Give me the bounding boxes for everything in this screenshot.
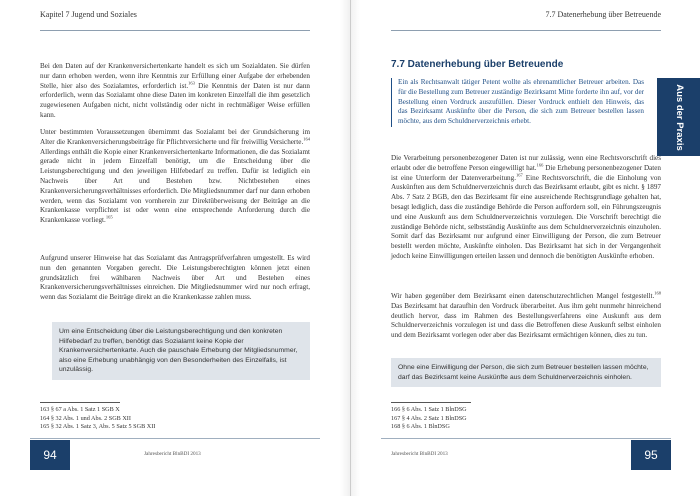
section-title: 7.7 Datenerhebung über Betreuende bbox=[391, 59, 564, 70]
footnotes bbox=[40, 406, 155, 432]
paragraph: Aufgrund unserer Hinweise hat das Sozialamt das Antragsprüfverfahren umgestellt. Es wird nun den genannten Vorgaben gerecht. Die Leistungsberechtigten können jetzt einen grundsätzlich frei wählbaren Nachweis über Art und Bestehen eines Krankenversicherungsverhältnisses einreichen. Die Mitgliedsnummer wird nur noch erfragt, wenn das Sozialamt die Beiträge direkt an die Krankenkasse zahlen muss. bbox=[40, 254, 310, 302]
footer-rule bbox=[30, 438, 320, 439]
footnote: 167 § 4 Abs. 2 Satz 1 BlnDSG bbox=[391, 414, 467, 422]
footnote-ref: 168 bbox=[654, 290, 661, 296]
footnote-ref: 165 bbox=[105, 214, 113, 220]
footnote-ref: 166 bbox=[536, 162, 544, 168]
paragraph: Wir haben gegenüber dem Bezirksamt einen datenschutzrechtlichen Mangel festgestellt.$^{168}$ Das Bezirksamt hat daraufhin den Vordruck überarbeitet. Aus ihm geht nunmehr hinreichend deutlich hervor, dass im Rahmen des Bestellungsverfahrens eine Auskunft aus dem Schuldnerverzeichnis vorzulegen ist und dass die Betroffenen diese Auskunft selbst einholen und dem Bezirksamt vorlegen oder aber das Bezirksamt ermächtigen können, dies zu tun. bbox=[391, 290, 661, 340]
footnotes bbox=[391, 406, 467, 432]
paragraph: Die Verarbeitung personenbezogener Daten ist nur zulässig, wenn eine Rechtsvorschrift dies erlaubt oder die betroffene Person eingewilligt hat.$^{166}$ Die Erhebung personenbezogener Daten ist eine Unterform der Datenverarbeitung.$^{167}$ Eine Rechtsvorschrift, die die Einholung von Auskünften aus dem Schuldnerverzeichnis durch das Bezirksamt erlaubt, gibt es nicht. § 1897 Abs. 7 Satz 2 BGB, den das Bezirksamt für eine ausreichende Rechtsgrundlage gehalten hat, besagt lediglich, dass die zuständige Behörde die Person auffordern soll, ein Führungszeugnis und eine Auskunft aus dem Schuldnerverzeichnis vorzulegen. Die Vorschrift berechtigt die zuständige Behörde nicht, selbstständig Auskünfte aus dem Schuldnerverzeichnis einzuholen. Somit darf das Bezirksamt nur aufgrund einer Einwilligung der Person, die zum Betreuer bestellt werden möchte, Auskünfte einholen. Das Bezirksamt hat sich in der Vergangenheit jedoch keine Einwilligungen erteilen lassen und dennoch die benötigten Auskünfte erhoben. bbox=[391, 154, 661, 260]
summary-infobox: Um eine Entscheidung über die Leistungsberechtigung und den konkreten Hilfebedarf zu treffen, benötigt das Sozialamt keine Kopie der Krankenversichertenkarte. Auch die pauschale Erhebung der Mitgliedsnummer, also eine Erhebung unabhängig von den Besonderheiten des Einzelfalls, ist unzulässig. bbox=[52, 322, 310, 380]
page-number: 94 bbox=[30, 440, 70, 470]
footnote: 164 § 32 Abs. 1 und Abs. 2 SGB XII bbox=[40, 414, 131, 422]
header-rule bbox=[391, 30, 661, 31]
running-header: 7.7 Datenerhebung über Betreuende bbox=[545, 10, 661, 19]
paragraph: Bei den Daten auf der Krankenversichertenkarte handelt es sich um Sozialdaten. Sie dürfen nur dann erhoben werden, wenn ihre Kenntnis zur Erfüllung einer Aufgabe der erhebenden Stelle, hier also des Sozialamtes, erforderlich ist.$^{163}$ Die Kenntnis der Daten ist nur dann erforderlich, wenn das Sozialamt ohne diese Daten im konkreten Einzelfall die ihm gesetzlich zugewiesenen Aufgaben nicht, nicht vollständig oder nicht in rechtmäßiger Weise erfüllen kann. bbox=[40, 62, 310, 119]
right-page bbox=[350, 0, 700, 496]
footnote-ref: 167 bbox=[516, 172, 523, 178]
footer-rule bbox=[381, 438, 671, 439]
paragraph: Unter bestimmten Voraussetzungen übernimmt das Sozialamt bei der Grundsicherung im Alter die Krankenversicherungsbeiträge für Pflichtversicherte und für freiwillig Versicherte.$^{164}$ Allerdings enthält die Kopie einer Krankenversichertenkarte Informationen, die das Sozialamt gerade nicht in jedem Einzelfall benötigt, um die Entscheidung über die Leistungsberechtigung und den jeweiligen Hilfebedarf zu treffen. Dafür ist lediglich ein Nachweis über Art und Bestehen bzw. Nichtbestehen eines Krankenversicherungsverhältnisses erforderlich. Die Mitgliedsnummer darf nur dann erhoben werden, wenn das Sozialamt von vornherein zur Direktüberweisung der Beiträge an die Krankenkasse verpflichtet ist oder wenn eine entsprechende Anforderung durch die Krankenkasse vorliegt.$^{165}$ bbox=[40, 128, 310, 225]
footnote: 165 § 32 Abs. 1 Satz 3, Abs. 5 Satz 5 SGB XII bbox=[40, 423, 156, 431]
header-rule bbox=[40, 30, 310, 31]
footer-title: Jahresbericht BlnBDI 2013 bbox=[391, 451, 448, 457]
footnote: 168 § 6 Abs. 1 BlnDSG bbox=[391, 423, 450, 431]
footnote-ref: 163 bbox=[188, 80, 195, 86]
running-header: Kapitel 7 Jugend und Soziales bbox=[40, 10, 137, 19]
summary-infobox: Ohne eine Einwilligung der Person, die sich zum Betreuer bestellen lassen möchte, darf das Bezirksamt keine Auskünfte aus dem Schuldnerverzeichnis einholen. bbox=[391, 358, 661, 387]
page-number: 95 bbox=[631, 440, 671, 470]
footnote-rule bbox=[40, 402, 120, 403]
footer-title: Jahresbericht BlnBDI 2013 bbox=[144, 451, 201, 457]
footnote: 166 § 6 Abs. 1 Satz 1 BlnDSG bbox=[391, 406, 467, 413]
footnote-ref: 164 bbox=[303, 136, 310, 142]
practice-example: Ein als Rechtsanwalt tätiger Petent wollte als ehrenamtlicher Betreuer arbeiten. Das für die Bestellung zum Betreuer zuständige Bezirksamt Mitte forderte ihn auf, vor der Bestellung einen Vordruck auszufüllen. Dieser Vordruck enthielt den Hinweis, das das Bezirksamt Auskünfte über die Person, die sich zum Betreuer bestellen lassen möchte, aus dem Schuldnerverzeichnis erhebt. bbox=[391, 78, 644, 127]
footnote-rule bbox=[391, 402, 471, 403]
footnote: 163 § 67 a Abs. 1 Satz 1 SGB X bbox=[40, 406, 120, 413]
aus-der-praxis-tab: Aus der Praxis bbox=[657, 78, 700, 156]
